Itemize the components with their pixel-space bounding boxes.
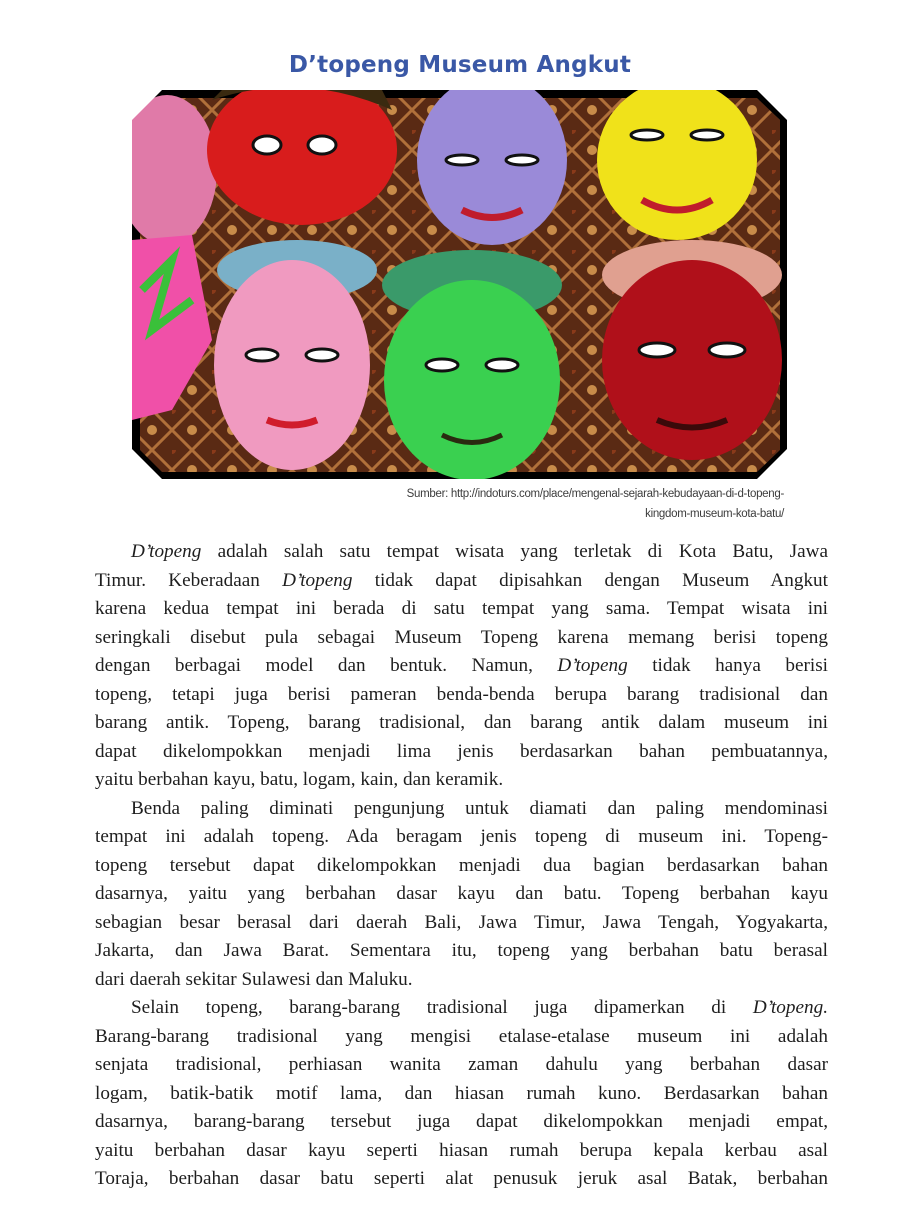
text-line [95,766,828,795]
text-line [95,1023,828,1052]
text-line [95,852,828,881]
text-line [95,1080,828,1109]
text-segment: barang antik. Topeng, barang tradisional, dan barang antik dalam museum ini [95,712,828,733]
caption-line: kingdom-museum-kota-batu/ [645,508,784,520]
text-line [95,937,828,966]
text-segment: topeng tersebut dapat dikelompokkan menjadi dua bagian berdasarkan bahan [95,854,828,876]
text-line [95,681,828,710]
text-line [95,966,828,995]
text-segment: Selain topeng, barang-barang tradisional juga dipamerkan di [131,997,753,1018]
text-segment: adalah salah satu tempat wisata yang terletak di Kota Batu, Jawa [201,541,828,562]
text-segment: seringkali disebut pula sebagai Museum Topeng karena memang berisi topeng [95,626,828,648]
text-segment: dasarnya, barang-barang tersebut juga dapat dikelompokkan menjadi empat, [95,1111,828,1132]
text-line [95,795,828,824]
text-line [95,567,828,596]
italic-term: D’topeng. [752,997,828,1018]
text-segment: dari daerah sekitar Sulawesi dan Maluku. [95,968,413,990]
italic-term: D’topeng [282,569,353,591]
text-segment: dengan berbagai model dan bentuk. Namun, [95,655,558,676]
paragraph [95,795,828,995]
text-line [95,880,828,909]
italic-term: D’topeng [131,541,202,562]
text-line [95,909,828,938]
caption-line: Sumber: http://indoturs.com/place/mengenal-sejarah-kebudayaan-di-d-topeng- [406,488,784,500]
text-line [95,1137,828,1166]
text-segment: yaitu berbahan kayu, batu, logam, kain, dan keramik. [95,769,504,790]
text-segment: topeng, tetapi juga berisi pameran benda-benda berupa barang tradisional dan [95,683,828,705]
text-segment: logam, batik-batik motif lama, dan hiasan rumah kuno. Berdasarkan bahan [95,1082,828,1104]
text-line [95,624,828,653]
text-segment: Toraja, berbahan dasar batu seperti alat penusuk jeruk asal Batak, berbahan [95,1168,828,1189]
masks-photo [132,90,787,479]
paragraph [95,538,828,795]
text-line [95,823,828,852]
text-line [95,595,828,624]
text-line [95,994,828,1023]
text-segment: senjata tradisional, perhiasan wanita zaman dahulu yang berbahan dasar [95,1054,828,1075]
text-segment: karena kedua tempat ini berada di satu tempat yang sama. Tempat wisata ini [95,598,828,619]
text-segment: Jakarta, dan Jawa Barat. Sementara itu, topeng yang berbahan batu berasal [95,940,828,961]
text-segment: Timur. Keberadaan [95,569,283,591]
text-segment: dasarnya, yaitu yang berbahan dasar kayu dan batu. Topeng berbahan kayu [95,883,828,904]
text-line [95,1051,828,1080]
text-line [95,1108,828,1137]
text-line [95,1165,828,1194]
text-segment: tidak dapat dipisahkan dengan Museum Angkut [352,569,828,591]
text-line [95,709,828,738]
text-segment: Barang-barang tradisional yang mengisi etalase-etalase museum ini adalah [95,1025,828,1047]
paragraph [95,994,828,1194]
text-segment: yaitu berbahan dasar kayu seperti hiasan rumah berupa kepala kerbau asal [95,1139,828,1161]
text-segment: sebagian besar berasal dari daerah Bali, Jawa Timur, Jawa Tengah, Yogyakarta, [95,911,828,933]
text-segment: Benda paling diminati pengunjung untuk diamati dan paling mendominasi [131,797,828,819]
text-segment: dapat dikelompokkan menjadi lima jenis berdasarkan bahan pembuatannya, [95,740,828,762]
text-line [95,538,828,567]
text-line [95,738,828,767]
text-line [95,652,828,681]
italic-term: D’topeng [557,655,628,676]
text-segment: tempat ini adalah topeng. Ada beragam jenis topeng di museum ini. Topeng- [95,826,828,847]
article-body [95,538,828,1194]
text-segment: tidak hanya berisi [627,655,828,676]
page-title: D’topeng Museum Angkut [288,52,632,78]
image-caption [407,484,784,524]
